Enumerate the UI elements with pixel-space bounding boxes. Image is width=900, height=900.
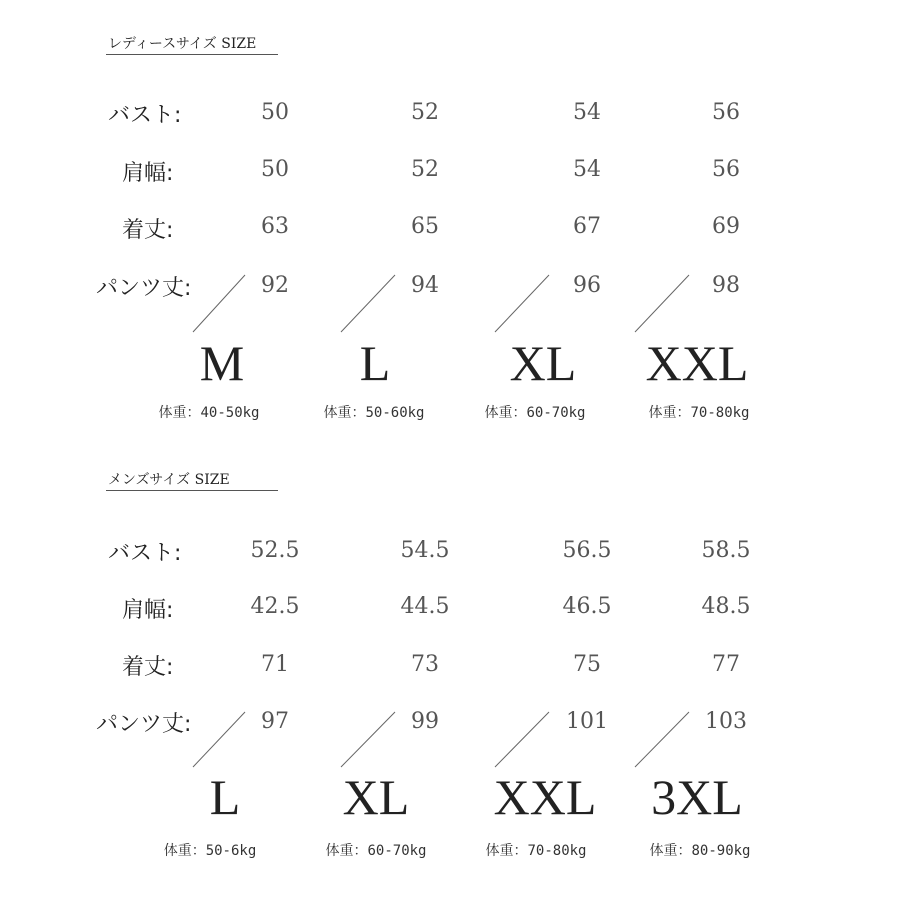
ladies-shoulder-l: 52: [411, 157, 439, 182]
mens-bust-xxl: 56.5: [562, 538, 612, 563]
mens-bust-xl: 54.5: [400, 538, 450, 563]
mens-size-xl: XL: [342, 769, 410, 825]
ladies-bust-m: 50: [261, 100, 289, 125]
mens-bust-3xl: 58.5: [701, 538, 751, 563]
mens-weight-3xl: 体重：80-90kg: [649, 843, 751, 859]
ladies-weight-xxl: 体重：70-80kg: [648, 405, 750, 421]
mens-shoulder-xxl: 46.5: [562, 594, 612, 619]
mens-pants-l: 97: [261, 709, 289, 734]
ladies-label-pants: パンツ丈:: [96, 276, 192, 301]
ladies-weight-xl: 体重：60-70kg: [484, 405, 586, 421]
mens-size-3xl: 3XL: [651, 769, 743, 825]
mens-weight-xl: 体重：60-70kg: [325, 843, 427, 859]
ladies-size-xl: XL: [509, 335, 577, 391]
mens-shoulder-3xl: 48.5: [701, 594, 751, 619]
ladies-shoulder-m: 50: [261, 157, 289, 182]
ladies-size-l: L: [359, 335, 391, 391]
mens-pants-xxl: 101: [566, 709, 608, 734]
mens-pants-3xl: 103: [705, 709, 747, 734]
mens-weight-xxl: 体重：70-80kg: [485, 843, 587, 859]
mens-size-xxl: XXL: [493, 769, 597, 825]
mens-shoulder-xl: 44.5: [400, 594, 450, 619]
mens-bust-l: 52.5: [250, 538, 300, 563]
ladies-pants-m: 92: [261, 273, 289, 298]
ladies-shoulder-xl: 54: [573, 157, 601, 182]
mens-weight-l: 体重：50-6kg: [163, 843, 257, 859]
mens-label-shoulder: 肩幅:: [122, 598, 174, 623]
ladies-weight-m: 体重：40-50kg: [158, 405, 260, 421]
ladies-length-l: 65: [411, 214, 439, 239]
ladies-label-shoulder: 肩幅:: [122, 161, 174, 186]
mens-length-xxl: 75: [573, 652, 601, 677]
ladies-bust-l: 52: [411, 100, 439, 125]
ladies-pants-xxl: 98: [712, 273, 740, 298]
ladies-label-bust: バスト:: [108, 103, 182, 128]
ladies-label-length: 着丈:: [122, 218, 174, 243]
ladies-section-rule: [106, 54, 278, 55]
mens-shoulder-l: 42.5: [250, 594, 300, 619]
ladies-length-m: 63: [261, 214, 289, 239]
mens-length-l: 71: [261, 652, 289, 677]
ladies-shoulder-xxl: 56: [712, 157, 740, 182]
mens-pants-xl: 99: [411, 709, 439, 734]
ladies-pants-xl: 96: [573, 273, 601, 298]
ladies-bust-xxl: 56: [712, 100, 740, 125]
mens-size-l: L: [209, 769, 241, 825]
mens-section-rule: [106, 490, 278, 491]
mens-length-xl: 73: [411, 652, 439, 677]
mens-label-pants: パンツ丈:: [96, 712, 192, 737]
mens-label-bust: バスト:: [108, 541, 182, 566]
ladies-size-xxl: XXL: [645, 335, 749, 391]
ladies-length-xl: 67: [573, 214, 601, 239]
ladies-size-m: M: [199, 335, 245, 391]
ladies-bust-xl: 54: [573, 100, 601, 125]
mens-label-length: 着丈:: [122, 655, 174, 680]
ladies-length-xxl: 69: [712, 214, 740, 239]
mens-length-3xl: 77: [712, 652, 740, 677]
ladies-pants-l: 94: [411, 273, 439, 298]
mens-section-title: メンズサイズ SIZE: [108, 472, 230, 488]
ladies-section-title: レディースサイズ SIZE: [108, 36, 257, 52]
ladies-weight-l: 体重：50-60kg: [323, 405, 425, 421]
